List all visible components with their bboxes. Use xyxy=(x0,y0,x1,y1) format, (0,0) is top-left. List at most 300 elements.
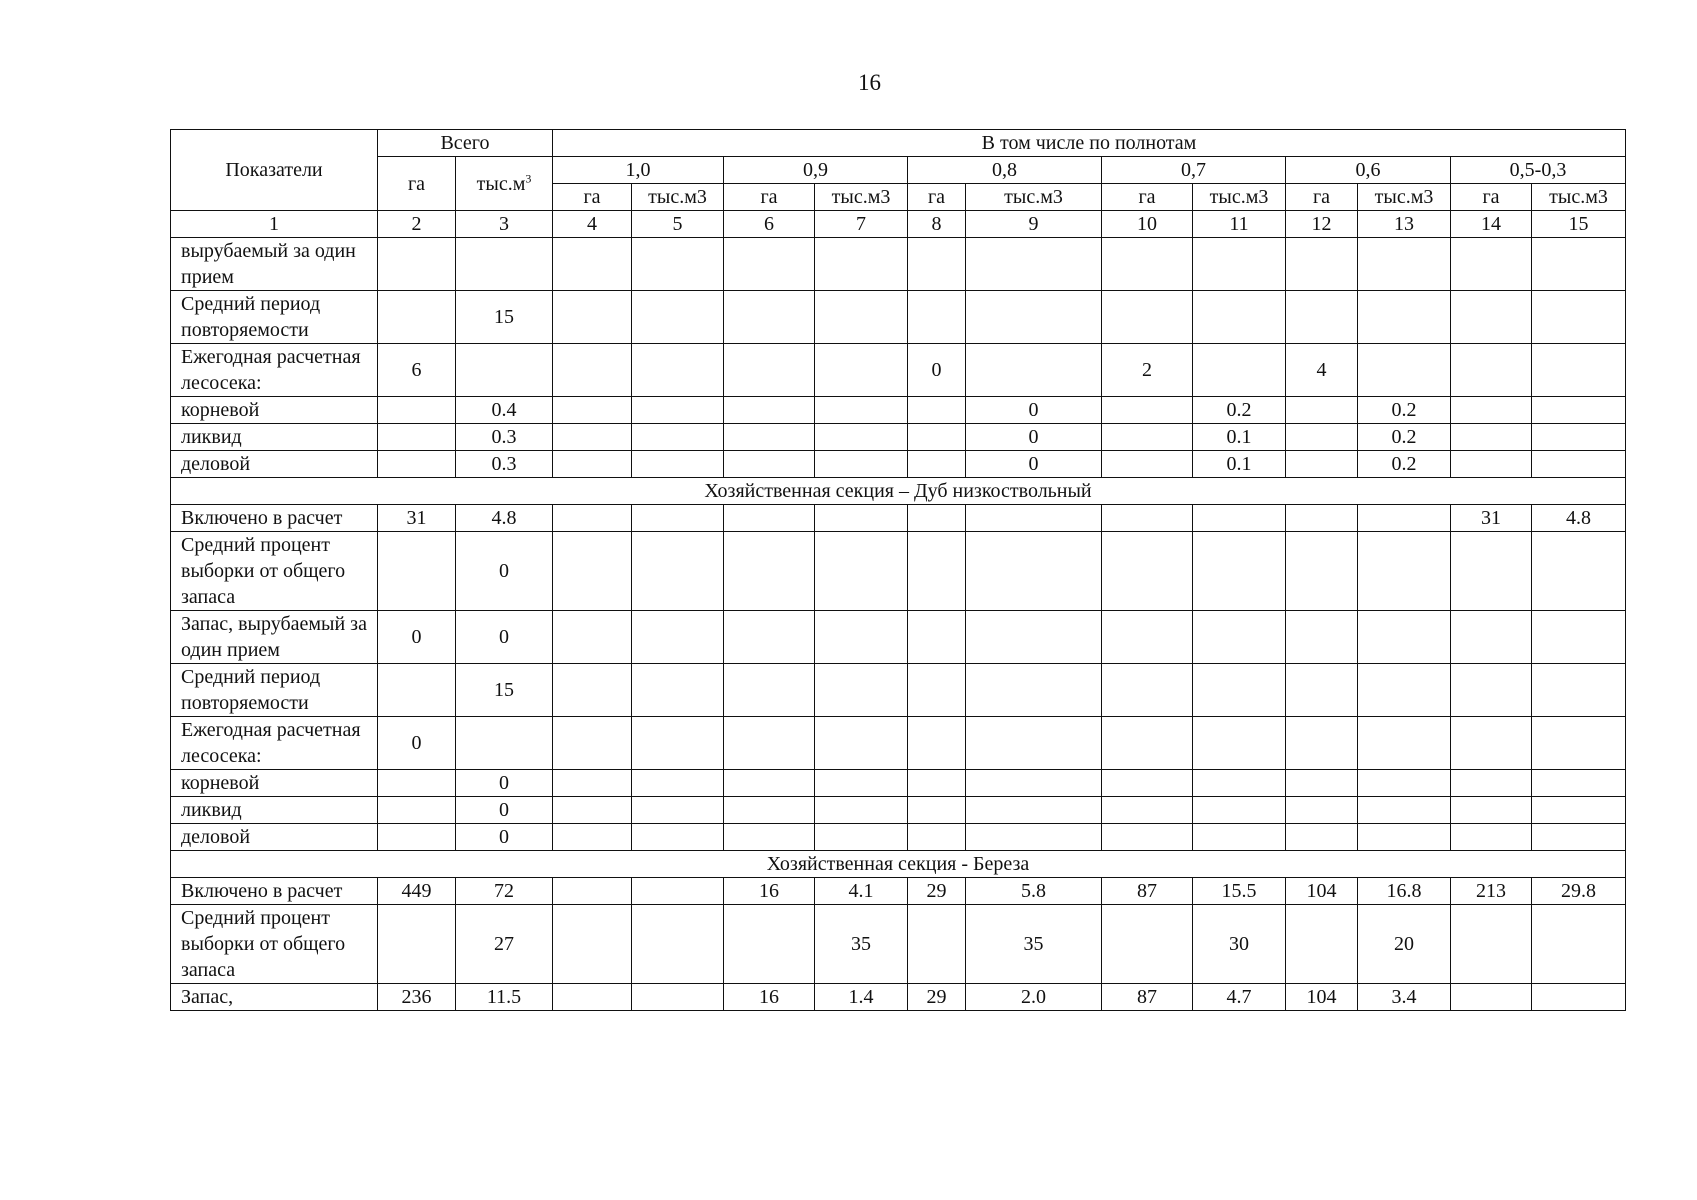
table-cell xyxy=(632,717,724,770)
table-cell xyxy=(908,611,966,664)
row-label: Средний период повторяемости xyxy=(171,291,378,344)
table-cell xyxy=(1532,238,1626,291)
table-cell xyxy=(632,797,724,824)
table-cell xyxy=(1451,532,1532,611)
column-number: 8 xyxy=(908,211,966,238)
table-cell xyxy=(1451,664,1532,717)
page-number: 16 xyxy=(858,70,881,95)
section-title: Хозяйственная секция - Береза xyxy=(171,851,1626,878)
table-row xyxy=(171,397,1626,424)
table-cell xyxy=(456,344,553,397)
table-cell xyxy=(1532,905,1626,984)
table-cell: 16.8 xyxy=(1358,878,1451,905)
table-cell xyxy=(1193,291,1286,344)
table-cell xyxy=(553,505,632,532)
table-cell: 29 xyxy=(908,984,966,1011)
subheader-volume: тыс.м3 xyxy=(1358,184,1451,211)
table-row xyxy=(171,770,1626,797)
table-cell xyxy=(815,824,908,851)
row-label: Средний процент выборки от общего запаса xyxy=(171,532,378,611)
table-cell xyxy=(553,451,632,478)
table-cell xyxy=(1193,664,1286,717)
table-cell xyxy=(553,770,632,797)
table-cell xyxy=(724,611,815,664)
table-cell: 0 xyxy=(456,824,553,851)
table-cell: 3.4 xyxy=(1358,984,1451,1011)
table-cell xyxy=(1102,424,1193,451)
table-cell: 0 xyxy=(378,611,456,664)
table-cell xyxy=(632,397,724,424)
table-cell xyxy=(1286,770,1358,797)
table-cell xyxy=(815,532,908,611)
row-label: Запас, xyxy=(171,984,378,1011)
table-cell xyxy=(1193,770,1286,797)
table-cell xyxy=(1286,532,1358,611)
table-cell xyxy=(553,878,632,905)
header-density: 0,8 xyxy=(908,157,1102,184)
table-cell: 2 xyxy=(1102,344,1193,397)
table-cell xyxy=(553,664,632,717)
table-cell xyxy=(1102,532,1193,611)
table-cell xyxy=(724,451,815,478)
table-cell xyxy=(1102,451,1193,478)
table-cell: 4.8 xyxy=(456,505,553,532)
table-cell xyxy=(966,532,1102,611)
table-cell xyxy=(966,344,1102,397)
table-cell: 16 xyxy=(724,878,815,905)
subheader-ha: га xyxy=(1102,184,1193,211)
header-density: 0,6 xyxy=(1286,157,1451,184)
table-cell: 87 xyxy=(1102,984,1193,1011)
table-cell xyxy=(378,291,456,344)
table-cell xyxy=(815,238,908,291)
table-cell xyxy=(1286,611,1358,664)
table-cell: 0 xyxy=(966,397,1102,424)
table-cell xyxy=(1193,824,1286,851)
table-cell xyxy=(724,905,815,984)
table-cell: 87 xyxy=(1102,878,1193,905)
table-cell xyxy=(1358,505,1451,532)
table-cell xyxy=(632,344,724,397)
table-cell xyxy=(1451,717,1532,770)
table-cell xyxy=(724,505,815,532)
table-cell: 4.8 xyxy=(1532,505,1626,532)
subheader-ha: га xyxy=(1286,184,1358,211)
table-row xyxy=(171,611,1626,664)
table-cell: 11.5 xyxy=(456,984,553,1011)
table-cell: 0 xyxy=(908,344,966,397)
row-label: Средний процент выборки от общего запаса xyxy=(171,905,378,984)
column-number: 11 xyxy=(1193,211,1286,238)
table-cell: 29 xyxy=(908,878,966,905)
table-cell: 104 xyxy=(1286,878,1358,905)
table-cell: 35 xyxy=(815,905,908,984)
table-cell: 4.7 xyxy=(1193,984,1286,1011)
table-cell: 449 xyxy=(378,878,456,905)
table-cell xyxy=(966,238,1102,291)
table-cell xyxy=(966,717,1102,770)
table-cell xyxy=(1451,451,1532,478)
header-total-volume xyxy=(456,157,553,211)
table-cell xyxy=(908,905,966,984)
table-cell: 1.4 xyxy=(815,984,908,1011)
table-cell xyxy=(1358,291,1451,344)
table-cell xyxy=(966,664,1102,717)
table-cell xyxy=(1451,424,1532,451)
table-cell xyxy=(966,770,1102,797)
table-cell xyxy=(1358,238,1451,291)
row-label: Включено в расчет xyxy=(171,505,378,532)
table-cell xyxy=(1193,717,1286,770)
table-cell: 5.8 xyxy=(966,878,1102,905)
table-cell xyxy=(1532,344,1626,397)
row-label: корневой xyxy=(171,397,378,424)
table-cell: 0.2 xyxy=(1193,397,1286,424)
table-cell: 30 xyxy=(1193,905,1286,984)
table-cell xyxy=(632,905,724,984)
table-cell xyxy=(1451,824,1532,851)
table-cell: 0 xyxy=(966,424,1102,451)
table-cell xyxy=(1193,797,1286,824)
table-cell xyxy=(553,291,632,344)
table-cell xyxy=(456,238,553,291)
cube-superscript: 3 xyxy=(525,170,532,185)
table-cell xyxy=(1358,770,1451,797)
table-cell xyxy=(966,797,1102,824)
table-cell xyxy=(1532,532,1626,611)
header-total: Всего xyxy=(378,130,553,157)
table-cell xyxy=(908,238,966,291)
table-cell: 15 xyxy=(456,664,553,717)
table-cell xyxy=(1286,451,1358,478)
column-number: 2 xyxy=(378,211,456,238)
table-cell: 31 xyxy=(378,505,456,532)
table-cell: 31 xyxy=(1451,505,1532,532)
table-row xyxy=(171,505,1626,532)
table-cell xyxy=(815,344,908,397)
table-cell xyxy=(1102,291,1193,344)
table-cell xyxy=(908,664,966,717)
table-cell xyxy=(1358,344,1451,397)
table-cell xyxy=(553,397,632,424)
row-label: вырубаемый за один прием xyxy=(171,238,378,291)
table-cell xyxy=(632,878,724,905)
table-cell xyxy=(724,717,815,770)
table-cell: 0 xyxy=(378,717,456,770)
table-cell xyxy=(1286,824,1358,851)
table-cell xyxy=(724,397,815,424)
table-cell: 0.2 xyxy=(1358,397,1451,424)
table-cell xyxy=(1286,238,1358,291)
table-cell xyxy=(908,424,966,451)
table-cell: 236 xyxy=(378,984,456,1011)
table-cell xyxy=(815,291,908,344)
table-cell xyxy=(553,424,632,451)
section-title: Хозяйственная секция – Дуб низкоствольный xyxy=(171,478,1626,505)
table-cell: 0 xyxy=(456,611,553,664)
table-cell: 6 xyxy=(378,344,456,397)
table-cell xyxy=(1102,238,1193,291)
table-row xyxy=(171,797,1626,824)
table-cell: 4 xyxy=(1286,344,1358,397)
table-cell xyxy=(1102,397,1193,424)
table-cell: 2.0 xyxy=(966,984,1102,1011)
subheader-ha: га xyxy=(724,184,815,211)
table-cell xyxy=(632,984,724,1011)
table-cell xyxy=(632,664,724,717)
table-cell xyxy=(966,505,1102,532)
table-cell xyxy=(1532,797,1626,824)
table-cell xyxy=(553,984,632,1011)
subheader-ha: га xyxy=(1451,184,1532,211)
subheader-ha: га xyxy=(908,184,966,211)
table-cell xyxy=(553,532,632,611)
table-cell: 0.1 xyxy=(1193,424,1286,451)
table-cell xyxy=(632,505,724,532)
table-cell xyxy=(1102,797,1193,824)
subheader-volume: тыс.м3 xyxy=(1532,184,1626,211)
table-cell: 0.2 xyxy=(1358,451,1451,478)
table-cell xyxy=(378,397,456,424)
row-label: деловой xyxy=(171,824,378,851)
table-cell xyxy=(1358,664,1451,717)
table-cell xyxy=(1532,824,1626,851)
forest-calculation-table xyxy=(170,129,1626,1011)
table-cell xyxy=(378,532,456,611)
table-cell: 72 xyxy=(456,878,553,905)
table-cell: 104 xyxy=(1286,984,1358,1011)
row-label: Средний период повторяемости xyxy=(171,664,378,717)
row-label: ликвид xyxy=(171,424,378,451)
table-cell xyxy=(724,424,815,451)
table-row xyxy=(171,451,1626,478)
column-number: 5 xyxy=(632,211,724,238)
table-cell xyxy=(1286,505,1358,532)
table-row xyxy=(171,717,1626,770)
table-cell xyxy=(1532,397,1626,424)
column-number: 6 xyxy=(724,211,815,238)
table-cell xyxy=(1286,797,1358,824)
table-cell xyxy=(1358,532,1451,611)
table-cell xyxy=(815,770,908,797)
table-cell xyxy=(815,424,908,451)
table-cell xyxy=(632,611,724,664)
column-number: 13 xyxy=(1358,211,1451,238)
table-cell xyxy=(1286,291,1358,344)
table-row xyxy=(171,878,1626,905)
table-cell xyxy=(815,397,908,424)
table-cell: 4.1 xyxy=(815,878,908,905)
table-cell xyxy=(724,824,815,851)
table-cell xyxy=(378,770,456,797)
subheader-ha: га xyxy=(553,184,632,211)
table-cell: 29.8 xyxy=(1532,878,1626,905)
header-density: 0,9 xyxy=(724,157,908,184)
table-cell xyxy=(378,797,456,824)
table-row xyxy=(171,532,1626,611)
table-cell xyxy=(378,424,456,451)
table-cell xyxy=(378,824,456,851)
table-cell xyxy=(378,664,456,717)
column-number: 12 xyxy=(1286,211,1358,238)
table-cell xyxy=(724,532,815,611)
row-label: корневой xyxy=(171,770,378,797)
table-cell xyxy=(378,451,456,478)
table-cell xyxy=(724,344,815,397)
table-row xyxy=(171,905,1626,984)
column-number: 7 xyxy=(815,211,908,238)
table-cell xyxy=(378,238,456,291)
table-cell xyxy=(966,611,1102,664)
header-density: 0,7 xyxy=(1102,157,1286,184)
table-cell xyxy=(1102,505,1193,532)
table-cell xyxy=(1451,797,1532,824)
table-cell xyxy=(724,238,815,291)
column-number: 3 xyxy=(456,211,553,238)
table-cell xyxy=(815,451,908,478)
column-number: 1 xyxy=(171,211,378,238)
table-cell: 15.5 xyxy=(1193,878,1286,905)
table-cell: 0 xyxy=(456,770,553,797)
table-cell xyxy=(1193,505,1286,532)
table-cell xyxy=(1451,397,1532,424)
table-cell xyxy=(378,905,456,984)
table-cell xyxy=(1358,717,1451,770)
table-cell xyxy=(1532,611,1626,664)
table-cell xyxy=(1532,451,1626,478)
table-cell xyxy=(632,770,724,797)
table-cell xyxy=(1286,905,1358,984)
subheader-volume: тыс.м3 xyxy=(966,184,1102,211)
table-cell xyxy=(553,824,632,851)
table-cell xyxy=(815,664,908,717)
column-number: 15 xyxy=(1532,211,1626,238)
table-cell: 16 xyxy=(724,984,815,1011)
table-cell xyxy=(553,717,632,770)
subheader-volume: тыс.м3 xyxy=(632,184,724,211)
row-label: Включено в расчет xyxy=(171,878,378,905)
table-cell: 0 xyxy=(456,532,553,611)
column-number: 9 xyxy=(966,211,1102,238)
table-cell xyxy=(815,717,908,770)
table-cell xyxy=(1193,532,1286,611)
table-cell xyxy=(632,824,724,851)
table-cell xyxy=(553,797,632,824)
table-cell xyxy=(966,291,1102,344)
table-cell: 15 xyxy=(456,291,553,344)
column-number: 14 xyxy=(1451,211,1532,238)
table-cell xyxy=(632,532,724,611)
table-cell xyxy=(1451,984,1532,1011)
table-cell: 20 xyxy=(1358,905,1451,984)
table-cell xyxy=(1532,717,1626,770)
column-number: 10 xyxy=(1102,211,1193,238)
header-total-ha: га xyxy=(378,157,456,211)
table-cell xyxy=(632,291,724,344)
table-cell: 0 xyxy=(456,797,553,824)
table-cell: 0.3 xyxy=(456,451,553,478)
table-cell xyxy=(908,770,966,797)
table-cell xyxy=(724,291,815,344)
table-cell xyxy=(724,664,815,717)
table-cell xyxy=(908,505,966,532)
table-cell xyxy=(724,770,815,797)
table-cell xyxy=(1102,905,1193,984)
table-cell xyxy=(1286,664,1358,717)
header-indicators: Показатели xyxy=(171,130,378,211)
table-cell xyxy=(1193,238,1286,291)
table-row xyxy=(171,664,1626,717)
table-row xyxy=(171,291,1626,344)
table-cell xyxy=(553,344,632,397)
table-cell xyxy=(553,905,632,984)
table-cell xyxy=(908,824,966,851)
row-label: деловой xyxy=(171,451,378,478)
table-cell xyxy=(908,291,966,344)
subheader-volume: тыс.м3 xyxy=(815,184,908,211)
table-cell xyxy=(724,797,815,824)
table-cell xyxy=(1102,717,1193,770)
table-cell xyxy=(1286,717,1358,770)
table-row xyxy=(171,824,1626,851)
table-cell xyxy=(1451,344,1532,397)
section-row xyxy=(171,851,1626,878)
table-cell: 0 xyxy=(966,451,1102,478)
table-row xyxy=(171,424,1626,451)
table-cell xyxy=(1193,611,1286,664)
table-cell xyxy=(966,824,1102,851)
table-row xyxy=(171,984,1626,1011)
table-cell xyxy=(908,397,966,424)
table-cell xyxy=(1451,611,1532,664)
table-cell xyxy=(1102,824,1193,851)
table-cell xyxy=(632,238,724,291)
table-cell xyxy=(908,451,966,478)
header-by-density: В том числе по полнотам xyxy=(553,130,1626,157)
table-cell xyxy=(1102,770,1193,797)
table-cell xyxy=(815,505,908,532)
column-number: 4 xyxy=(553,211,632,238)
table-cell xyxy=(1451,238,1532,291)
table-cell xyxy=(553,611,632,664)
table-row xyxy=(171,344,1626,397)
table-cell xyxy=(1532,984,1626,1011)
table-cell xyxy=(908,532,966,611)
table-cell xyxy=(815,797,908,824)
table-cell xyxy=(1102,611,1193,664)
table-cell xyxy=(1193,344,1286,397)
table-cell xyxy=(553,238,632,291)
table-cell: 27 xyxy=(456,905,553,984)
table-row xyxy=(171,238,1626,291)
table-cell xyxy=(908,797,966,824)
table-cell xyxy=(1532,664,1626,717)
table-cell: 35 xyxy=(966,905,1102,984)
row-label: Ежегодная расчетная лесосека: xyxy=(171,717,378,770)
subheader-volume: тыс.м3 xyxy=(1193,184,1286,211)
volume-unit: тыс.м xyxy=(476,172,526,195)
table-cell xyxy=(1102,664,1193,717)
table-cell xyxy=(1286,397,1358,424)
table-cell xyxy=(632,424,724,451)
table-cell xyxy=(1532,770,1626,797)
table-cell: 0.3 xyxy=(456,424,553,451)
table-cell xyxy=(1286,424,1358,451)
table-cell xyxy=(1451,905,1532,984)
table-cell xyxy=(1451,770,1532,797)
table-cell xyxy=(1358,824,1451,851)
table-cell: 0.4 xyxy=(456,397,553,424)
